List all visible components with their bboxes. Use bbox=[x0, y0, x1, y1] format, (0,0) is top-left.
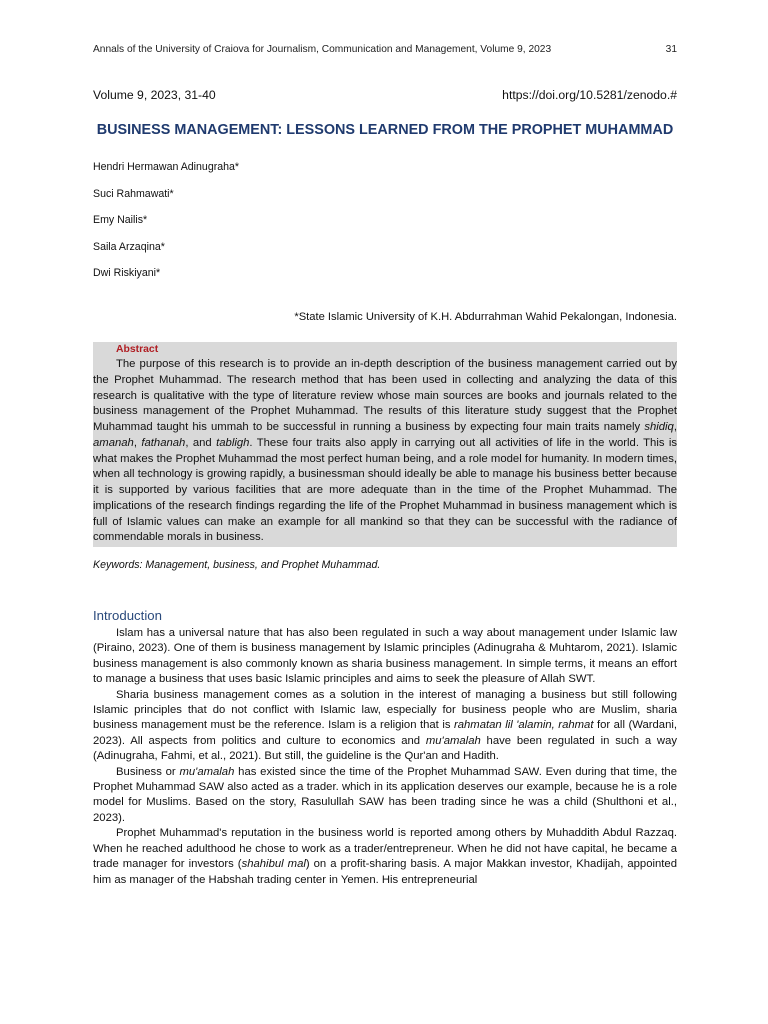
author-name: Hendri Hermawan Adinugraha* bbox=[93, 161, 240, 173]
author-name: Suci Rahmawati* bbox=[93, 187, 174, 200]
abstract-heading: Abstract bbox=[116, 344, 159, 355]
introduction-body bbox=[93, 626, 677, 888]
running-header bbox=[93, 44, 677, 55]
article-meta bbox=[93, 88, 677, 102]
text-run: Sharia business management comes as a solution in the interest of managing a business but still following Islamic principles that do not conflict with Islamic law, especially for business people who are Muslim, sharia business management must be the reference. Islam is a religion that is bbox=[93, 688, 677, 732]
author-name: Dwi Riskiyani* bbox=[93, 267, 161, 279]
paragraph bbox=[93, 765, 677, 827]
abstract-box bbox=[93, 342, 677, 547]
author-name: Emy Nailis* bbox=[93, 214, 148, 226]
author-list bbox=[93, 160, 677, 293]
text-run: Prophet Muhammad's reputation in the business world is reported among others by Muhaddith Abdul Razzaq. When he reached adulthood he chose to work as a trader/entrepreneur. When he did not have capital, he became a trade manager for investors ( bbox=[93, 827, 677, 871]
separator: , bbox=[673, 421, 677, 433]
italic-term: mu'amalah bbox=[179, 765, 235, 778]
trait-term: shidiq bbox=[644, 421, 674, 433]
abstract-text bbox=[93, 357, 677, 546]
paragraph bbox=[93, 826, 677, 888]
italic-term: shahibul mal bbox=[241, 858, 306, 871]
trait-term: amanah bbox=[93, 436, 134, 449]
abstract-text-part: . These four traits also apply in carrying out all activities of life in the world. This is what makes the Prophet Muhammad the most perfect human being, and a role model for humanity. In modern times, when all technology is growing rapidly, a businessman should ideally be able to manage his business better because it is supported by various facilities that are more adequate than in the time of the Prophet Muhammad. The implications of the research findings regarding the life of the Prophet Muhammad in business management which is full of Islamic values can make an example for all mankind so that they can be successful with the radiance of commendable morals in business. bbox=[93, 436, 678, 544]
text-run: have been regulated in such a way (Adinugraha, Fahmi, et al., 2021). But still, the guideline is the Qur'an and Hadith. bbox=[93, 734, 677, 763]
text-run: ) on a profit-sharing basis. A major Makkan investor, Khadijah, appointed him as manager of the Habshah trading center in Yemen. His entrepreneurial bbox=[93, 858, 677, 886]
keywords: Keywords: Management, business, and Prophet Muhammad. bbox=[93, 559, 381, 571]
paragraph bbox=[93, 688, 677, 765]
affiliation: *State Islamic University of K.H. Abdurrahman Wahid Pekalongan, Indonesia. bbox=[294, 311, 677, 323]
text-run: for all (Wardani, 2023). All aspects from politics and culture to economics and bbox=[93, 719, 677, 747]
italic-term: mu'amalah bbox=[425, 734, 481, 747]
page-number: 31 bbox=[665, 44, 677, 55]
journal-name: Annals of the University of Craiova for Journalism, Communication and Management, Volume 9, 2023 bbox=[93, 44, 552, 55]
volume-info: Volume 9, 2023, 31-40 bbox=[93, 88, 216, 102]
trait-term: tabligh bbox=[216, 436, 250, 449]
doi-link[interactable]: https://doi.org/10.5281/zenodo.# bbox=[502, 88, 677, 102]
abstract-text-part: The purpose of this research is to provide an in-depth description of the business management carried out by the Prophet Muhammad. The research method that has been used in collecting and analyzing the data of this research is qualitative with the type of literature review whose main sources are books and journals related to the business management of the Prophet Muhammad. The results of this literature study suggest that the Prophet Muhammad taught his ummah to be successful in running a business by expecting four main traits namely bbox=[93, 358, 677, 433]
text-run: has existed since the time of the Prophet Muhammad SAW. Even during that time, the Prophet Muhammad SAW also acted as a trader. which in its application deserves our example, because he is a role model for Muslims. Based on the story, Rasulullah SAW has been trading since he was a child (Shulthoni et al., 2023). bbox=[93, 765, 677, 824]
paper-title: BUSINESS MANAGEMENT: LESSONS LEARNED FROM THE PROPHET MUHAMMAD bbox=[96, 122, 674, 138]
separator: , bbox=[133, 436, 142, 449]
separator: , and bbox=[185, 436, 217, 449]
text-run: Business or bbox=[116, 765, 180, 778]
italic-term: rahmatan lil 'alamin, rahmat bbox=[453, 719, 594, 732]
trait-term: fathanah bbox=[141, 436, 186, 449]
author-name: Saila Arzaqina* bbox=[93, 240, 165, 253]
section-heading-introduction: Introduction bbox=[93, 608, 162, 623]
paragraph: Islam has a universal nature that has also been regulated in such a way about management under Islamic law (Piraino, 2023). One of them is business management by Islamic principles (Adinugraha & Muhtarom, 2021). Islamic business management is also commonly known as sharia business management. In simple terms, it means an effort to manage a business that uses basic Islamic principles and aims to seek the pleasure of Allah SWT. bbox=[93, 627, 677, 686]
